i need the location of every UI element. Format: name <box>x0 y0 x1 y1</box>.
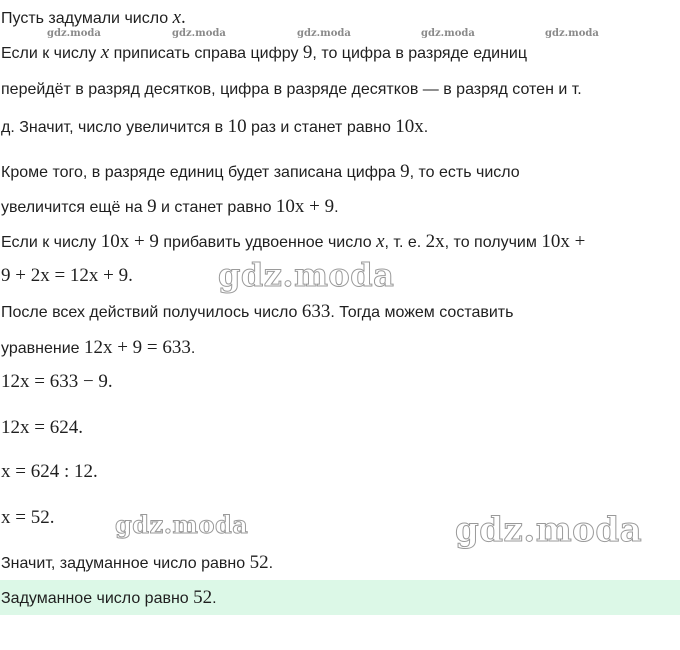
answer-box <box>0 580 680 615</box>
watermark-small: gdz.moda <box>421 28 475 39</box>
paragraph-sum-result: 9 + 2x = 12x + 9. <box>1 265 133 286</box>
watermark-small: gdz.moda <box>47 28 101 39</box>
paragraph-conclusion: Значит, задуманное число равно 52. <box>1 552 274 573</box>
watermark-large: gdz.moda <box>115 510 249 539</box>
watermark-large: gdz.moda <box>455 510 643 550</box>
paragraph-add-double: Если к числу 10x + 9 прибавить удвоенное число x, т. е. 2x, то получим 10x + <box>1 231 586 252</box>
paragraph-append-digit: Если к числу x приписать справа цифру 9, то цифра в разряде единиц <box>1 42 528 63</box>
answer-text: Задуманное число равно 52. <box>1 587 217 608</box>
paragraph-times-ten: д. Значит, число увеличится в 10 раз и станет равно 10x. <box>1 116 429 137</box>
equation-step-4: x = 52. <box>1 507 55 528</box>
watermark-small: gdz.moda <box>545 28 599 39</box>
equation-step-3: x = 624 : 12. <box>1 461 98 482</box>
paragraph-intro: Пусть задумали число x. <box>1 7 186 28</box>
paragraph-shift-digits: перейдёт в разряд десятков, цифра в разряде десятков — в разряд сотен и т. <box>1 81 582 98</box>
equation-step-1: 12x = 633 − 9. <box>1 371 113 392</box>
paragraph-equation: уравнение 12x + 9 = 633. <box>1 337 196 358</box>
watermark-small: gdz.moda <box>172 28 226 39</box>
watermark-large: gdz.moda <box>218 256 395 294</box>
paragraph-units-digit: Кроме того, в разряде единиц будет записана цифра 9, то есть число <box>1 161 520 182</box>
watermark-small: gdz.moda <box>297 28 351 39</box>
equation-step-2: 12x = 624. <box>1 417 83 438</box>
paragraph-result-633: После всех действий получилось число 633. Тогда можем составить <box>1 301 514 322</box>
paragraph-plus-nine: увеличится ещё на 9 и станет равно 10x + 9. <box>1 196 339 217</box>
